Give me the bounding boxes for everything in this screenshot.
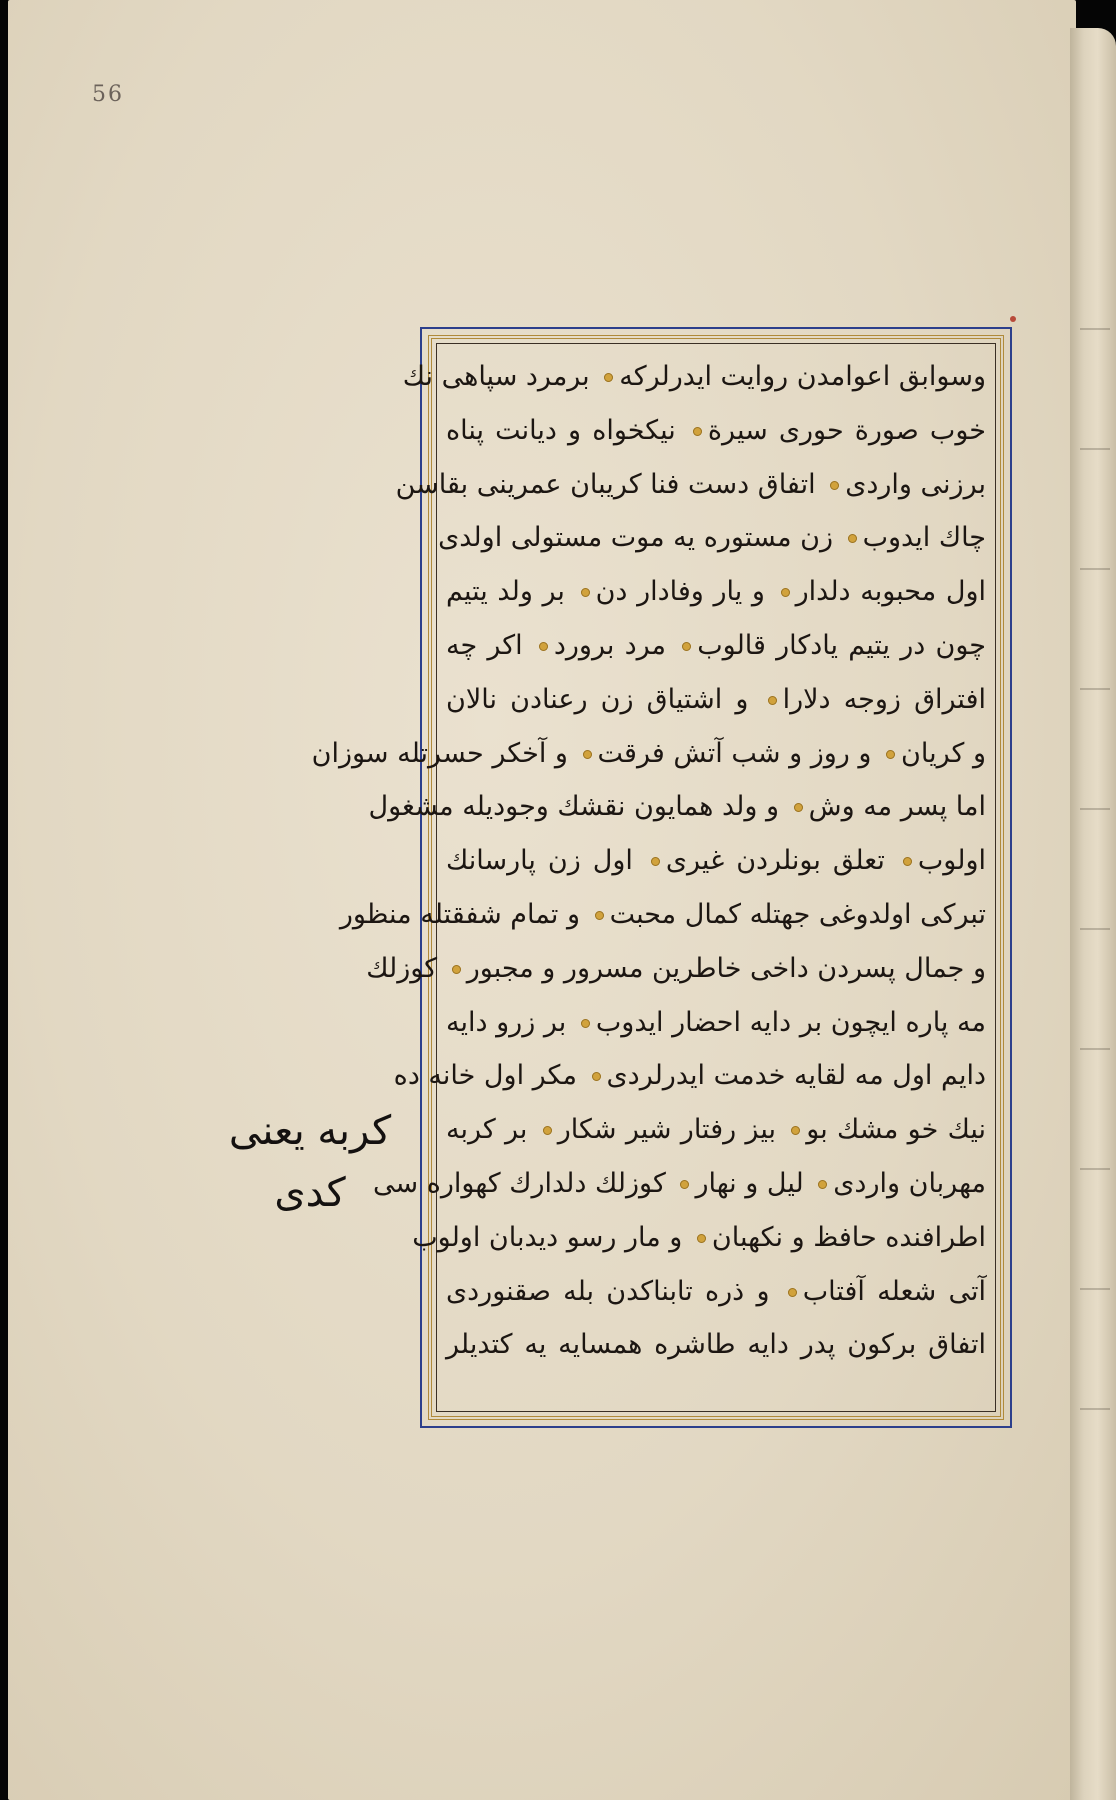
verse-separator-dot: [595, 911, 604, 920]
verse-separator-dot: [788, 1288, 797, 1297]
text-segment: کوزلك دلدارك کهواره سی: [372, 1167, 666, 1199]
text-segment: اتفاق برکون پدر دایه طاشره همسایه یه کتدیلر: [446, 1329, 986, 1361]
text-segment: لیل و نهار: [695, 1167, 804, 1199]
verse-separator-dot: [583, 750, 592, 759]
verse-separator-dot: [848, 534, 857, 543]
text-line: [339, 888, 986, 942]
text-segment: نیك خو مشك بو: [806, 1114, 986, 1146]
text-segment: و ولد همایون نقشك وجودیله مشغول: [368, 791, 780, 823]
text-line: [446, 834, 986, 888]
text-segment: برزنی واردی: [845, 468, 986, 500]
text-segment: کوزلك: [366, 952, 438, 984]
verse-separator-dot: [781, 588, 790, 597]
folio-number: 56: [92, 82, 124, 107]
text-segment: اما پسر مه وش: [808, 791, 986, 823]
verse-separator-dot: [768, 696, 777, 705]
text-segment: وسوابق اعوامدن روایت ایدرلرکه: [619, 361, 986, 392]
text-segment: زن مستوره یه موت مستولی اولدی: [438, 522, 833, 554]
verse-separator-dot: [886, 750, 895, 759]
text-segment: و مار رسو دیدبان اولوب: [412, 1221, 683, 1253]
text-segment: افتراق زوجه دلارا: [782, 683, 986, 715]
verse-separator-dot: [592, 1072, 601, 1081]
text-segment: بیز رفتار شیر شکار: [557, 1114, 776, 1146]
text-segment: تعلق بونلردن غیری: [665, 845, 885, 877]
verse-separator-dot: [818, 1180, 827, 1189]
verse-separator-dot: [830, 481, 839, 490]
text-segment: نیكخواه و دیانت پناه: [446, 414, 676, 446]
verse-separator-dot: [693, 427, 702, 436]
verse-separator-dot: [539, 642, 548, 651]
text-line: [446, 673, 986, 727]
text-segment: مرد برورد: [553, 629, 666, 661]
verse-separator-dot: [604, 373, 613, 382]
marginal-gloss-line: کدی: [274, 1170, 346, 1216]
verse-separator-dot: [903, 857, 912, 866]
text-line: [446, 565, 986, 619]
text-segment: اکر چه: [446, 629, 523, 661]
verse-separator-dot: [452, 965, 461, 974]
text-line: [446, 1265, 986, 1319]
text-segment: اتفاق دست فنا کریبان عمرینی بقاسن: [395, 468, 816, 500]
text-line: [446, 1318, 986, 1372]
text-segment: و یار وفادار دن: [595, 576, 765, 608]
verse-separator-dot: [791, 1126, 800, 1135]
verse-separator-dot: [581, 588, 590, 597]
text-line: [368, 780, 986, 834]
text-line: [395, 458, 986, 512]
text-line: [446, 404, 986, 458]
text-segment: اول محبوبه دلدار: [795, 576, 987, 608]
main-text-block: [311, 350, 987, 1405]
text-line: [366, 942, 986, 996]
text-segment: خوب صورة حوری سیرة: [707, 414, 986, 446]
text-line: [446, 619, 986, 673]
verse-separator-dot: [543, 1126, 552, 1135]
text-segment: اولوب: [917, 845, 986, 877]
text-segment: و تمام شفقتله منظور: [339, 898, 580, 930]
text-segment: و آخکر حسرتله سوزان: [311, 737, 568, 769]
text-segment: تبرکی اولدوغی جهتله کمال محبت: [609, 898, 986, 930]
text-segment: آتی شعله آفتاب: [802, 1275, 986, 1307]
verse-separator-dot: [680, 1180, 689, 1189]
text-segment: بر ولد یتیم: [446, 576, 565, 608]
text-segment: دایم اول مه لقایه خدمت ایدرلردی: [606, 1060, 986, 1092]
text-segment: مه پاره ایچون بر دایه احضار ایدوب: [595, 1006, 986, 1038]
text-segment: بر زرو دایه: [446, 1006, 567, 1038]
text-segment: مهربان واردی: [833, 1167, 986, 1199]
text-segment: و ذره تابناکدن بله صقنوردی: [446, 1275, 770, 1307]
text-segment: چون در یتیم یادکار قالوب: [697, 629, 986, 661]
text-line: [311, 727, 986, 781]
text-segment: و اشتیاق زن رعنادن نالان: [446, 683, 749, 715]
text-segment: برمرد سپاهی نك: [402, 361, 590, 392]
next-page-edge: [1070, 28, 1116, 1800]
text-line: [402, 350, 986, 404]
text-segment: و روز و شب آتش فرقت: [597, 737, 872, 769]
text-line: [446, 1103, 986, 1157]
verse-separator-dot: [682, 642, 691, 651]
text-line: [372, 1157, 986, 1211]
text-segment: اطرافنده حافظ و نکهبان: [711, 1221, 986, 1253]
text-segment: مکر اول خانه ده: [393, 1060, 577, 1092]
text-segment: چاك ایدوب: [862, 522, 986, 554]
catchword-mark: [1010, 316, 1016, 322]
verse-separator-dot: [651, 857, 660, 866]
text-line: [446, 996, 986, 1050]
marginal-gloss-line: کربه یعنی: [228, 1108, 392, 1154]
marginal-gloss: [205, 1100, 415, 1224]
text-segment: و کریان: [901, 737, 986, 769]
text-segment: بر کربه: [446, 1114, 528, 1146]
text-line: [412, 1211, 986, 1265]
text-segment: و جمال پسردن داخی خاطرین مسرور و مجبور: [466, 952, 986, 984]
verse-separator-dot: [794, 803, 803, 812]
text-segment: اول زن پارسانك: [446, 845, 633, 877]
text-line: [438, 511, 986, 565]
verse-separator-dot: [581, 1019, 590, 1028]
verse-separator-dot: [697, 1234, 706, 1243]
text-line: [393, 1049, 986, 1103]
